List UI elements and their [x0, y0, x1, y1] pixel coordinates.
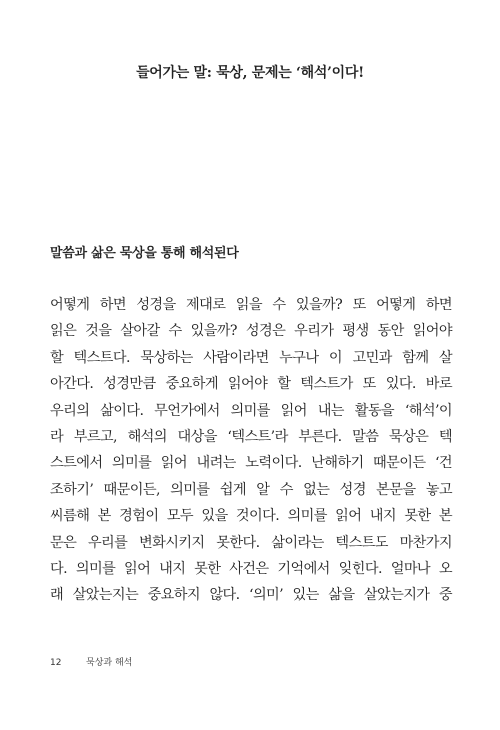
page-number: 12 [50, 658, 62, 668]
body-line: 라 부르고, 해석의 대상을 ‘텍스트’라 부른다. 말씀 묵상은 텍 [50, 428, 452, 445]
section-heading: 말씀과 삶은 묵상을 통해 해석된다 [50, 246, 239, 261]
body-line: 우리의 삶이다. 무언가에서 의미를 읽어 내는 활동을 ‘해석’이 [50, 402, 452, 419]
body-line: 조하기’ 때문이든, 의미를 쉽게 알 수 없는 성경 본문을 놓고 [50, 481, 452, 498]
body-line: 문은 우리를 변화시키지 못한다. 삶이라는 텍스트도 마찬가지 [50, 534, 452, 551]
body-line: 어떻게 하면 성경을 제대로 읽을 수 있을까? 또 어떻게 하면 [50, 297, 452, 313]
body-line: 씨름해 본 경험이 모두 있을 것이다. 의미를 읽어 내지 못한 본 [50, 508, 452, 525]
body-line: 스트에서 의미를 읽어 내려는 노력이다. 난해하기 때문이든 ‘건 [50, 455, 452, 472]
body-line: 다. 의미를 읽어 내지 못한 사건은 기억에서 잊힌다. 얼마나 오 [50, 560, 452, 577]
running-title: 묵상과 해석 [86, 658, 133, 668]
body-line: 래 살았는지는 중요하지 않다. ‘의미’ 있는 삶을 살았는지가 중 [50, 587, 452, 604]
body-line: 읽은 것을 살아갈 수 있을까? 성경은 우리가 평생 동안 읽어야 [50, 323, 452, 340]
body-line: 할 텍스트다. 묵상하는 사람이라면 누구나 이 고민과 함께 살 [50, 349, 452, 366]
body-line: 아간다. 성경만큼 중요하게 읽어야 할 텍스트가 또 있다. 바로 [50, 376, 452, 393]
page-footer [50, 655, 132, 668]
chapter-title: 들어가는 말: 묵상, 문제는 ‘해석’이다! [136, 65, 364, 81]
body-text [50, 292, 452, 609]
